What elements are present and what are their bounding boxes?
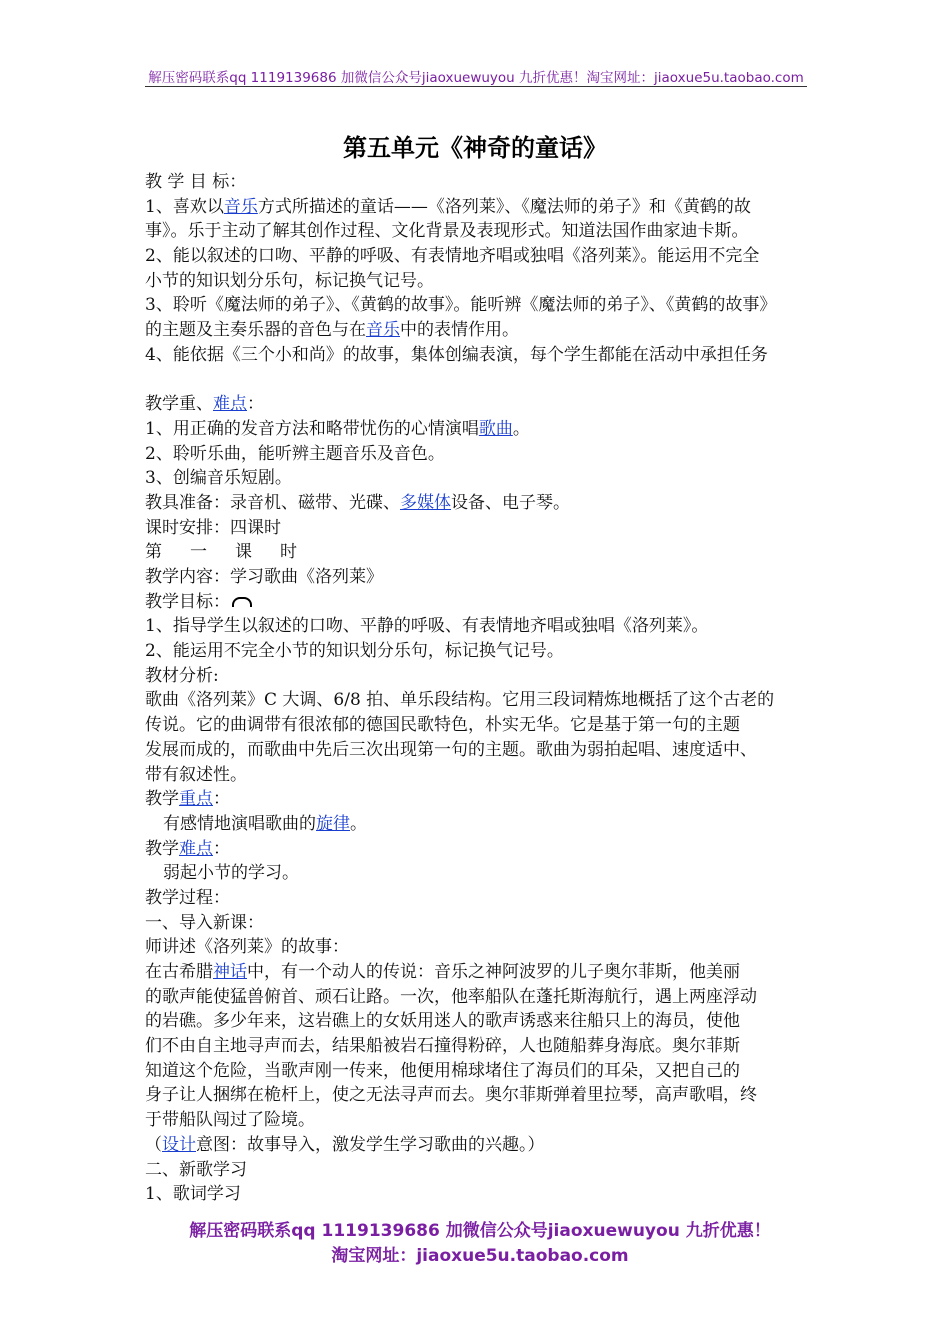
- design-link[interactable]: 设计: [162, 1134, 196, 1155]
- lesson-objectives-heading: 教学目标：: [145, 590, 807, 615]
- key-point-1: 1、用正确的发音方法和略带忧伤的心情演唱歌曲。: [145, 418, 530, 439]
- lesson-1-heading: 第 一 课 时: [145, 542, 297, 563]
- objective-1-line-2: 事》。乐于主动了解其创作过程、文化背景及表现形式。知道法国作曲家迪卡斯。: [145, 221, 749, 242]
- story-line: 的歌声能使猛兽俯首、顽石让路。一次，他率船队在蓬托斯海航行，遇上两座浮动: [145, 986, 757, 1007]
- difficulty-link[interactable]: 难点: [213, 394, 247, 415]
- objective-1-line-1: 1、喜欢以音乐方式所描述的童话——《洛列莱》、《魔法师的弟子》和《黄鹤的故: [145, 196, 751, 217]
- analysis-line: 传说。它的曲调带有很浓郁的德国民歌特色，朴实无华。它是基于第一句的主题: [145, 715, 740, 736]
- design-intent: （设计意图：故事导入，激发学生学习歌曲的兴趣。）: [145, 1134, 545, 1155]
- focus-heading: 教学重点：: [145, 789, 230, 810]
- page-header-watermark: 解压密码联系qq 1119139686 加微信公众号jiaoxuewuyou 九折优惠！淘宝网址：jiaoxue5u.taobao.com: [148, 70, 804, 86]
- music-link-2[interactable]: 音乐: [366, 320, 400, 341]
- story-line: 于带船队闯过了险境。: [145, 1110, 315, 1131]
- document-body: [145, 170, 807, 1207]
- intro-heading: 一、导入新课：: [145, 912, 264, 933]
- footer-line-2: 淘宝网址：jiaoxue5u.taobao.com: [331, 1246, 629, 1266]
- difficulty-link-2[interactable]: 难点: [179, 838, 213, 859]
- focus-text: 有感情地演唱歌曲的旋律。: [163, 813, 367, 834]
- analysis-line: 歌曲《洛列莱》C 大调、6/8 拍、单乐段结构。它用三段词精炼地概括了这个古老的: [145, 690, 775, 711]
- music-link[interactable]: 音乐: [223, 196, 258, 217]
- key-point-3: 3、创编音乐短剧。: [145, 468, 292, 489]
- schedule: 课时安排：四课时: [145, 517, 281, 538]
- objective-4: 4、能依据《三个小和尚》的故事，集体创编表演，每个学生都能在活动中承担任务: [145, 344, 768, 365]
- equipment: 教具准备：录音机、磁带、光碟、多媒体设备、电子琴。: [145, 492, 570, 513]
- key-points-heading: 教学重、难点：: [145, 394, 264, 415]
- analysis-heading: 教材分析:: [145, 665, 219, 686]
- melody-link[interactable]: 旋律: [316, 813, 350, 834]
- lesson-content: 教学内容：学习歌曲《洛列莱》: [145, 567, 383, 587]
- objective-3-line-1: 3、聆听《魔法师的弟子》、《黄鹤的故事》。能听辨《魔法师的弟子》、《黄鹤的故事》: [145, 295, 777, 316]
- spacer: [145, 368, 807, 393]
- story-line: 的岩礁。多少年来，这岩礁上的女妖用迷人的歌声诱惑来往船只上的海员，使他: [145, 1011, 740, 1032]
- song-link[interactable]: 歌曲: [478, 418, 513, 439]
- objective-2-line-1: 2、能以叙述的口吻、平静的呼吸、有表情地齐唱或独唱《洛列莱》。能运用不完全: [145, 246, 760, 267]
- analysis-line: 带有叙述性。: [145, 764, 247, 785]
- page-footer-watermark: [145, 1219, 815, 1269]
- objective-3-line-2: 的主题及主奏乐器的音色与在音乐中的表情作用。: [145, 320, 519, 341]
- difficulty-text: 弱起小节的学习。: [163, 863, 299, 884]
- header-divider: [145, 86, 807, 87]
- new-song-heading: 二、新歌学习: [145, 1159, 247, 1180]
- key-point-2: 2、聆听乐曲，能听辨主题音乐及音色。: [145, 443, 445, 464]
- multimedia-link[interactable]: 多媒体: [400, 492, 451, 513]
- story-line: 们不由自主地寻声而去，结果船被岩石撞得粉碎，人也随船葬身海底。奥尔菲斯: [145, 1036, 740, 1057]
- difficulty-heading: 教学难点：: [145, 838, 230, 859]
- story-heading: 师讲述《洛列莱》的故事：: [145, 937, 349, 958]
- lesson-objective-2: 2、能运用不完全小节的知识划分乐句，标记换气记号。: [145, 641, 564, 662]
- myth-link[interactable]: 神话: [213, 962, 247, 982]
- analysis-line: 发展而成的，而歌曲中先后三次出现第一句的主题。歌曲为弱拍起唱、速度适中、: [145, 739, 757, 760]
- lesson-objective-1: 1、指导学生以叙述的口吻、平静的呼吸、有表情地齐唱或独唱《洛列莱》。: [145, 616, 709, 637]
- edit-mark-icon: [232, 597, 252, 607]
- footer-line-1: 解压密码联系qq 1119139686 加微信公众号jiaoxuewuyou 九折优惠！: [189, 1221, 771, 1241]
- story-line: 在古希腊神话中，有一个动人的传说：音乐之神阿波罗的儿子奥尔菲斯，他美丽: [145, 962, 740, 982]
- story-line: 知道这个危险，当歌声刚一传来，他便用棉球堵住了海员们的耳朵，又把自己的: [145, 1060, 740, 1081]
- story-line: 身子让人捆绑在桅杆上，使之无法寻声而去。奥尔菲斯弹着里拉琴，高声歌唱，终: [145, 1085, 757, 1106]
- objective-2-line-2: 小节的知识划分乐句，标记换气记号。: [145, 270, 434, 291]
- objectives-heading: 教 学 目 标：: [145, 172, 247, 192]
- process-heading: 教学过程：: [145, 887, 230, 908]
- lyrics-heading: 1、歌词学习: [145, 1184, 241, 1205]
- document-title: 第五单元《神奇的童话》: [343, 134, 607, 162]
- key-point-link[interactable]: 重点: [179, 789, 213, 810]
